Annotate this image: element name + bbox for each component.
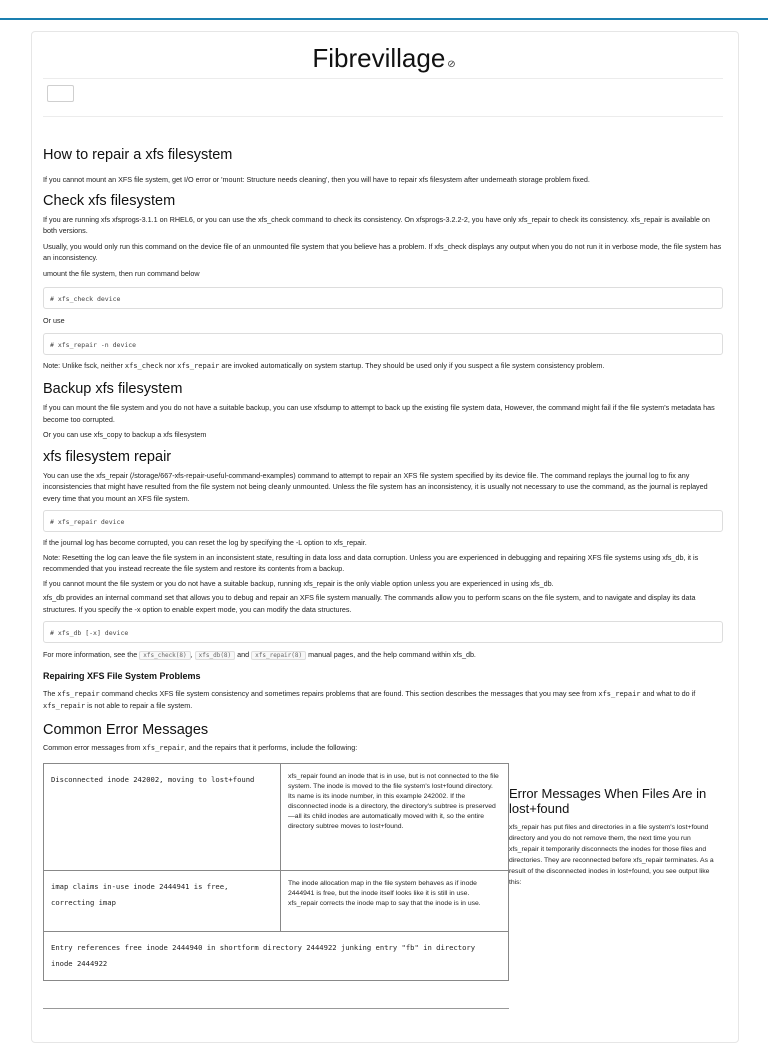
separator: , — [190, 650, 195, 659]
problems-text: is not able to repair a file system. — [85, 701, 193, 710]
inline-code: xfs_repair — [177, 361, 220, 370]
check-note — [43, 360, 723, 373]
errors-text: , and the repairs that it performs, include the following: — [184, 742, 358, 752]
heading-how-to-repair: How to repair a xfs filesystem — [43, 147, 233, 163]
divider — [43, 116, 723, 117]
repair-more-info — [43, 649, 723, 662]
problems-text: The — [43, 688, 58, 698]
heading-repairing-problems: Repairing XFS File System Problems — [43, 670, 201, 681]
top-bar — [0, 0, 768, 20]
inline-code: xfs_repair — [43, 702, 86, 710]
and-text: and — [235, 650, 252, 659]
site-title[interactable] — [0, 40, 768, 83]
check-paragraph-3: umount the file system, then run command below — [43, 268, 200, 278]
site-title-mark: ⊘ — [447, 59, 456, 70]
errors-text: Common error messages from — [43, 742, 143, 752]
note-text: nor — [162, 360, 178, 370]
error-message-cell: Entry references free inode 2444940 in shortform directory 2444922 junking entry "fb" in directory inode 2444922 — [44, 932, 509, 981]
inline-code: xfs_repair — [598, 689, 641, 698]
inline-code: xfs_check — [124, 361, 163, 370]
divider — [43, 78, 723, 79]
manpage-link-xfs-db[interactable]: xfs_db(8) — [195, 651, 236, 660]
error-explanation-cell: The inode allocation map in the file system behaves as if inode 2444941 is free, but the inode itself looks like it is still in use. xfs_repair corrects the inode map to say that the inode is in use. — [281, 871, 509, 932]
manpage-link-xfs-repair[interactable]: xfs_repair(8) — [251, 651, 306, 660]
problems-text: and what to do if — [640, 688, 696, 698]
note-text: are invoked automatically on system startup. They should be used only if you suspect a file system consistency problem. — [219, 360, 605, 370]
menu-toggle-button[interactable] — [47, 85, 74, 102]
repair-paragraph-3: Note: Resetting the log can leave the file system in an inconsistent state, resulting in data loss and data corruption. Unless you are experienced in debugging and repairing XFS file systems using xfs_db, it is recommended that you instead recreate the file system and restore its contents from a backup. — [43, 552, 699, 573]
table-row — [44, 932, 509, 981]
heading-repair: xfs filesystem repair — [43, 448, 172, 465]
check-paragraph-1: If you are running xfs xfsprogs-3.1.1 on RHEL6, or you can use the xfs_check command to check its consistency. On xfsprogs-3.2.2-2, you have only xfs_repair to check its consistency. xfs_repair is available on both versions. — [43, 214, 710, 235]
check-paragraph-or: Or use — [43, 316, 65, 325]
error-explanation-cell: xfs_repair found an inode that is in use, but is not connected to the file system. The inode is moved to the file system's lost+found directory. Its name is its inode number, in this example 242002. If the disconnected inode is a directory, the directory's subtree is preserved—all its child inodes are automatically moved with it, so the entire directory subtree moves to lost+found. — [281, 764, 509, 871]
heading-lost-found: Error Messages When Files Are in lost+found — [509, 786, 707, 816]
more-text: For more information, see the — [43, 650, 140, 659]
backup-paragraph-2: Or you can use xfs_copy to backup a xfs filesystem — [43, 430, 207, 439]
divider — [43, 1008, 509, 1009]
lost-found-paragraph: xfs_repair has put files and directories in a file system's lost+found directory and you do not remove them, the next time you run xfs_repair it temporarily disconnects the inodes for those files and directories. They are reconnected before xfs_repair terminates. As a result of the disconnected inodes in lost+found, you see output like this: — [509, 824, 714, 886]
code-block-xfs-repair[interactable]: # xfs_repair device — [43, 510, 723, 532]
manpage-link-xfs-check[interactable]: xfs_check(8) — [139, 651, 190, 660]
error-messages-table — [43, 763, 509, 981]
heading-check: Check xfs filesystem — [43, 192, 176, 209]
error-message-cell: imap claims in-use inode 2444941 is free, correcting imap — [44, 871, 281, 932]
site-title-text: Fibrevillage — [312, 43, 446, 73]
code-block-xfs-repair-n[interactable]: # xfs_repair -n device — [43, 333, 723, 355]
code-block-xfs-check[interactable]: # xfs_check device — [43, 287, 723, 309]
problems-text: command checks XFS file system consistency and sometimes repairs problems that are found. This section describes the messages that you may see from — [99, 688, 599, 698]
repair-paragraph-2: If the journal log has become corrupted, you can reset the log by specifying the -L option to xfs_repair. — [43, 538, 367, 547]
inline-code: xfs_repair — [142, 743, 185, 752]
check-paragraph-2: Usually, you would only run this command on the device file of an unmounted file system that you believe has a problem. If xfs_check displays any output when you do not run it in verbose mode, the file system has an inconsistency. — [43, 241, 722, 262]
backup-paragraph-1: If you can mount the file system and you do not have a suitable backup, you can use xfsdump to attempt to back up the existing file system data, However, the command might fail if the file system's metadata has become too corrupted. — [43, 403, 715, 424]
repair-paragraph-4: If you cannot mount the file system or you do not have a suitable backup, running xfs_repair is the only viable option unless you are experienced in using xfs_db. — [43, 578, 554, 588]
heading-backup: Backup xfs filesystem — [43, 381, 183, 397]
more-text: manual pages, and the help command within xfs_db. — [306, 650, 476, 659]
problems-paragraph — [43, 688, 723, 713]
code-block-xfs-db[interactable]: # xfs_db [-x] device — [43, 621, 723, 643]
note-text: Note: Unlike fsck, neither — [43, 360, 125, 370]
errors-intro — [43, 742, 723, 755]
table-row — [44, 764, 509, 871]
error-message-cell: Disconnected inode 242002, moving to lost+found — [44, 764, 281, 871]
inline-code: xfs_repair — [57, 689, 100, 698]
heading-common-errors: Common Error Messages — [43, 721, 209, 738]
intro-paragraph: If you cannot mount an XFS file system, get I/O error or 'mount: Structure needs cleaning', then you will have to repair xfs filesystem after underneath storage problem fixed. — [43, 175, 590, 184]
repair-paragraph-5: xfs_db provides an internal command set that allows you to debug and repair an XFS file system manually. The commands allow you to perform scans on the file system, and to navigate and display its data structures. If you specify the -x option to enable expert mode, you can modify the data structures. — [43, 593, 696, 614]
lost-found-section — [509, 786, 719, 888]
table-row — [44, 871, 509, 932]
repair-paragraph-1: You can use the xfs_repair (/storage/667-xfs-repair-useful-command-examples) command to attempt to repair an XFS file system specified by its device file. The command replays the journal log to fix any inconsistencies that might have resulted from the file system not being cleanly unmounted. Unless the file system has an inconsistency, it is usually not necessary to use the command, as the journal is replayed every time that you mount an XFS file system. — [43, 470, 708, 503]
